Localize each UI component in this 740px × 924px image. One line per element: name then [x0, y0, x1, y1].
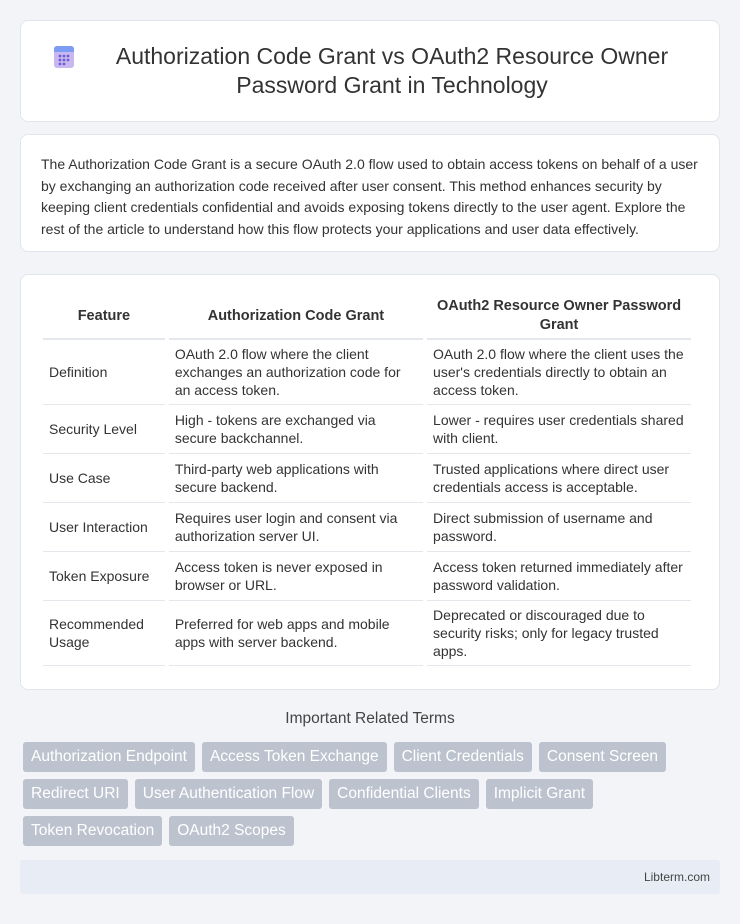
- title-wrap: [21, 21, 719, 121]
- related-term-tag[interactable]: Consent Screen: [539, 742, 666, 772]
- row-auth-code-value: Requires user login and consent via authorization server UI.: [169, 503, 423, 552]
- row-auth-code-value: OAuth 2.0 flow where the client exchanges an authorization code for an access token.: [169, 340, 423, 405]
- related-term-tag[interactable]: OAuth2 Scopes: [169, 816, 294, 846]
- related-term-tag[interactable]: Implicit Grant: [486, 779, 593, 809]
- related-term-tag[interactable]: Redirect URI: [23, 779, 128, 809]
- row-password-value: Lower - requires user credentials shared with client.: [427, 405, 691, 454]
- table-row: [43, 340, 691, 405]
- related-term-tag[interactable]: Token Revocation: [23, 816, 162, 846]
- table-row: [43, 503, 691, 552]
- table-row: [43, 454, 691, 503]
- table-row: [43, 552, 691, 601]
- row-feature: Token Exposure: [43, 552, 165, 601]
- row-auth-code-value: Preferred for web apps and mobile apps with server backend.: [169, 601, 423, 666]
- header-authorization-code-grant: Authorization Code Grant: [169, 293, 423, 340]
- row-feature: User Interaction: [43, 503, 165, 552]
- row-password-value: Direct submission of username and password.: [427, 503, 691, 552]
- title-card: [20, 20, 720, 122]
- table-row: [43, 405, 691, 454]
- row-password-value: OAuth 2.0 flow where the client uses the user's credentials directly to obtain an access token.: [427, 340, 691, 405]
- header-feature: Feature: [43, 293, 165, 340]
- footer: [20, 860, 720, 894]
- row-password-value: Deprecated or discouraged due to security risks; only for legacy trusted apps.: [427, 601, 691, 666]
- related-term-tag[interactable]: Confidential Clients: [329, 779, 479, 809]
- table-header-row: [43, 293, 691, 340]
- document-icon: [51, 44, 77, 70]
- row-auth-code-value: Access token is never exposed in browser or URL.: [169, 552, 423, 601]
- intro-paragraph: The Authorization Code Grant is a secure OAuth 2.0 flow used to obtain access tokens on behalf of a user by exchanging an authorization code received after user consent. This method enhances security by keeping client credentials confidential and avoids exposing tokens directly to the user agent. Explore the rest of the article to understand how this flow protects your applications and user data effectively.: [41, 156, 698, 237]
- related-term-tag[interactable]: User Authentication Flow: [135, 779, 322, 809]
- row-feature: Definition: [43, 340, 165, 405]
- table-row: [43, 601, 691, 666]
- footer-site-link[interactable]: Libterm.com: [643, 870, 710, 884]
- related-terms-title: Important Related Terms: [285, 710, 455, 727]
- comparison-card: [20, 274, 720, 690]
- comparison-table: [39, 293, 695, 666]
- related-term-tag[interactable]: Client Credentials: [394, 742, 532, 772]
- row-feature: Recommended Usage: [43, 601, 165, 666]
- row-auth-code-value: Third-party web applications with secure backend.: [169, 454, 423, 503]
- row-password-value: Trusted applications where direct user credentials access is acceptable.: [427, 454, 691, 503]
- row-feature: Security Level: [43, 405, 165, 454]
- row-feature: Use Case: [43, 454, 165, 503]
- related-terms-list: [23, 742, 703, 853]
- page-title: Authorization Code Grant vs OAuth2 Resource Owner Password Grant in Technology: [115, 43, 669, 98]
- row-password-value: Access token returned immediately after password validation.: [427, 552, 691, 601]
- related-term-tag[interactable]: Access Token Exchange: [202, 742, 387, 772]
- related-term-tag[interactable]: Authorization Endpoint: [23, 742, 195, 772]
- intro-card: [20, 134, 720, 252]
- row-auth-code-value: High - tokens are exchanged via secure backchannel.: [169, 405, 423, 454]
- header-password-grant: OAuth2 Resource Owner Password Grant: [427, 293, 691, 340]
